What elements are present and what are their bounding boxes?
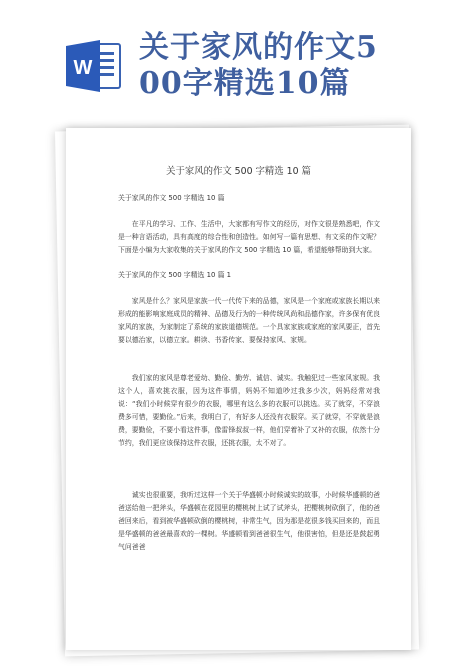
paragraph-2: 我们家的家风是尊老爱幼、勤俭、勤劳、诚信、诚实。我触犯过一些家风家规。我这个人，喜欢挑衣服，因为这件事情，妈妈不知道吵过我多少次，妈妈经常对我说：“我们小时候穿有很少的衣服，哪里有这么多的衣服可以挑选。买了就穿，不穿浪费多可惜，要勤俭。”后来，我明白了，有好多人还没有衣服穿。买了就穿，不穿就是浪费，要勤俭，不要小看这件事，像雷锋叔叔一样，他们穿着补了又补的衣服，依然十分节约，我们更应该保持这件衣服，还挑衣服，太不对了。 [118, 374, 380, 447]
paragraph-1: 家风是什么？家风是家族一代一代传下来的品德，家风是一个家庭或家族长期以来形成的能影响家庭成员的精神、品德及行为的一种传统风尚和品德作家，许多保有优良家风的家族，为家制定了系统的家族道德规范。一个具家家族或家庭的家风要正，首先要以德治家，以德立家。耕读、书香传家、要保持家风、家规。 [118, 297, 380, 344]
document-title: 关于家风的作文 500 字精选 10 篇 [166, 166, 311, 177]
document-page [66, 128, 411, 650]
banner [0, 0, 474, 112]
banner-title-line-2: 00字精选10篇 [139, 66, 351, 101]
word-document-icon [64, 38, 124, 94]
banner-title-line-1: 关于家风的作文5 [139, 30, 378, 65]
banner-title [139, 30, 469, 102]
document-subtitle: 关于家风的作文 500 字精选 10 篇 [118, 194, 225, 202]
intro-paragraph: 在平凡的学习、工作、生活中，大家都有写作文的经历，对作文很是熟悉吧，作文是一种言语活动，具有高度的综合性和创造性。如何写一篇有思想、有文采的作文呢？下面是小编为大家收集的关于家风的作文 500 字精选 10 篇，希望能够帮助到大家。 [118, 220, 380, 254]
word-icon-letter: W [73, 57, 93, 79]
paragraph-3: 诚实也很重要，我听过这样一个关于华盛顿小时候诚实的故事，小时候华盛顿的爸爸送给他一把斧头，华盛顿在花园里的樱桃树上试了试斧头，把樱桃树砍倒了，他的爸爸回来后，看到被华盛顿砍倒的樱桃树，非常生气，因为那是花很多钱买回来的，而且是华盛顿的爸爸最喜欢的一棵树。华盛顿看到爸爸很生气，他很害怕，但是还是鼓起勇气问爸爸 [118, 491, 380, 551]
section-heading: 关于家风的作文 500 字精选 10 篇 1 [118, 271, 232, 279]
